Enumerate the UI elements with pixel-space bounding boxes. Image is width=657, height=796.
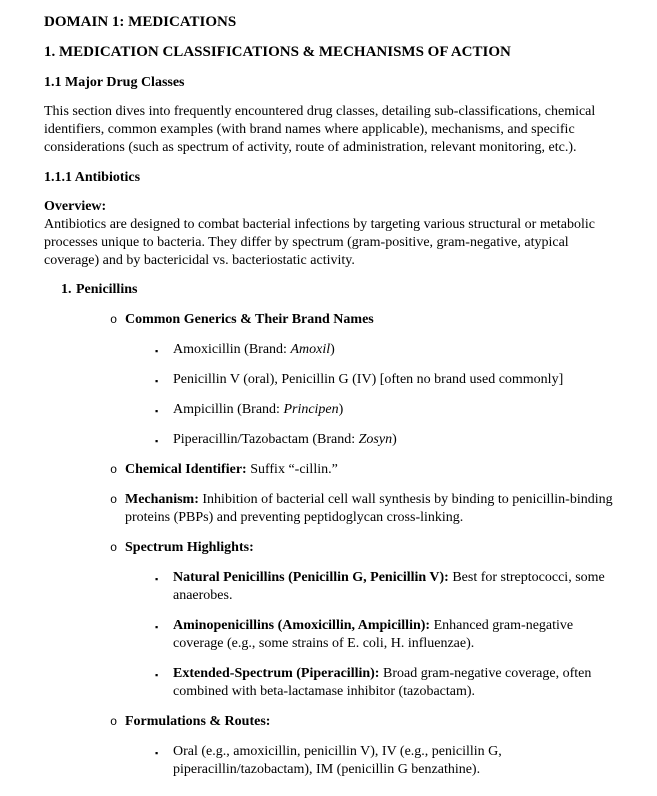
list-item-text: Suffix “-cillin.” (246, 462, 338, 477)
overview-text: Antibiotics are designed to combat bacterial infections by targeting various structural or metabolic processes unique to bacteria. They differ by spectrum (gram-positive, gram-negative, atypical coverage) and by bactericidal vs. bacteriostatic activity. (44, 217, 596, 268)
bullet-text: Oral (e.g., amoxicillin, penicillin V), IV (e.g., penicillin G, piperacillin/tazobactam), IM (penicillin G benzathine). (173, 744, 502, 777)
bullet-text: Penicillin V (oral), Penicillin G (IV) [often no brand used commonly] (173, 372, 564, 387)
brand-name: Zosyn (358, 432, 393, 447)
bullet-text-end: ) (330, 342, 335, 357)
bullet-item-ampicillin (44, 401, 617, 419)
list-item-mechanism (44, 491, 617, 527)
square-bullet-icon: ▪ (155, 376, 159, 386)
list-item-label: Mechanism: (125, 492, 199, 507)
list-item-text: Inhibition of bacterial cell wall synthesis by binding to penicillin-binding proteins (PBPs) and preventing peptidoglycan cross-linking. (125, 492, 613, 525)
square-bullet-icon: ▪ (155, 748, 159, 758)
bullet-text-end: ) (338, 402, 344, 417)
list-item-label: Chemical Identifier: (125, 462, 247, 477)
list-item-label: Spectrum Highlights: (125, 540, 254, 555)
bullet-text: Enhanced gram-negative coverage (e.g., some strains of E. coli, H. influenzae). (173, 618, 574, 651)
numbered-item-penicillins (44, 281, 617, 299)
square-bullet-icon: ▪ (155, 406, 159, 416)
bullet-bold: Extended-Spectrum (Piperacillin): (173, 666, 380, 681)
bullet-text: Broad gram-negative coverage, often combined with beta-lactamase inhibitor (tazobactam). (173, 666, 592, 699)
square-bullet-icon: ▪ (155, 574, 159, 584)
square-bullet-icon: ▪ (155, 346, 159, 356)
bullet-item-aminopenicillins (44, 617, 617, 653)
overview-label: Overview: (44, 199, 107, 214)
circle-bullet-icon: o (110, 463, 118, 477)
square-bullet-icon: ▪ (155, 670, 159, 680)
square-bullet-icon: ▪ (155, 436, 159, 446)
subsubsection-heading: 1.1.1 Antibiotics (44, 170, 141, 185)
list-item-label: Common Generics & Their Brand Names (125, 312, 374, 327)
circle-bullet-icon: o (110, 493, 118, 507)
bullet-item-natural-penicillins (44, 569, 617, 605)
bullet-text: Ampicillin (Brand: (173, 402, 284, 417)
section-heading: 1. MEDICATION CLASSIFICATIONS & MECHANISMS OF ACTION (44, 44, 511, 60)
brand-name: Principen (283, 402, 339, 417)
square-bullet-icon: ▪ (155, 622, 159, 632)
list-item-chemical-identifier (44, 461, 617, 479)
bullet-text: Piperacillin/Tazobactam (Brand: (173, 432, 359, 447)
list-item-spectrum-highlights (44, 539, 617, 557)
bullet-item-oral-iv-im (44, 743, 617, 779)
circle-bullet-icon: o (110, 541, 118, 555)
list-item-label: Formulations & Routes: (125, 714, 271, 729)
list-number: 1. (61, 282, 72, 297)
bullet-bold: Aminopenicillins (Amoxicillin, Ampicillin): (173, 618, 431, 633)
intro-paragraph: This section dives into frequently encountered drug classes, detailing sub-classifications, chemical identifiers, common examples (with brand names where applicable), mechanisms, and specific considerations (such as spectrum of activity, route of administration, relevant monitoring, etc.). (44, 104, 596, 155)
circle-bullet-icon: o (110, 313, 118, 327)
penicillins-label: Penicillins (76, 282, 138, 297)
bullet-item-extended-spectrum (44, 665, 617, 701)
bullet-item-piperacillin (44, 431, 617, 449)
brand-name: Amoxil (290, 342, 331, 357)
doc-title: DOMAIN 1: MEDICATIONS (44, 14, 237, 30)
bullet-bold: Natural Penicillins (Penicillin G, Penicillin V): (173, 570, 449, 585)
bullet-text: Amoxicillin (Brand: (173, 342, 291, 357)
circle-bullet-icon: o (110, 715, 118, 729)
overview-paragraph (44, 198, 617, 270)
list-item-formulations-routes (44, 713, 617, 731)
list-item-common-generics (44, 311, 617, 329)
bullet-item-amoxicillin (44, 341, 617, 359)
subsection-heading: 1.1 Major Drug Classes (44, 75, 185, 90)
bullet-item-penicillin-v-g (44, 371, 617, 389)
bullet-text: Best for streptococci, some anaerobes. (173, 570, 605, 603)
bullet-text-end: ) (392, 432, 397, 447)
